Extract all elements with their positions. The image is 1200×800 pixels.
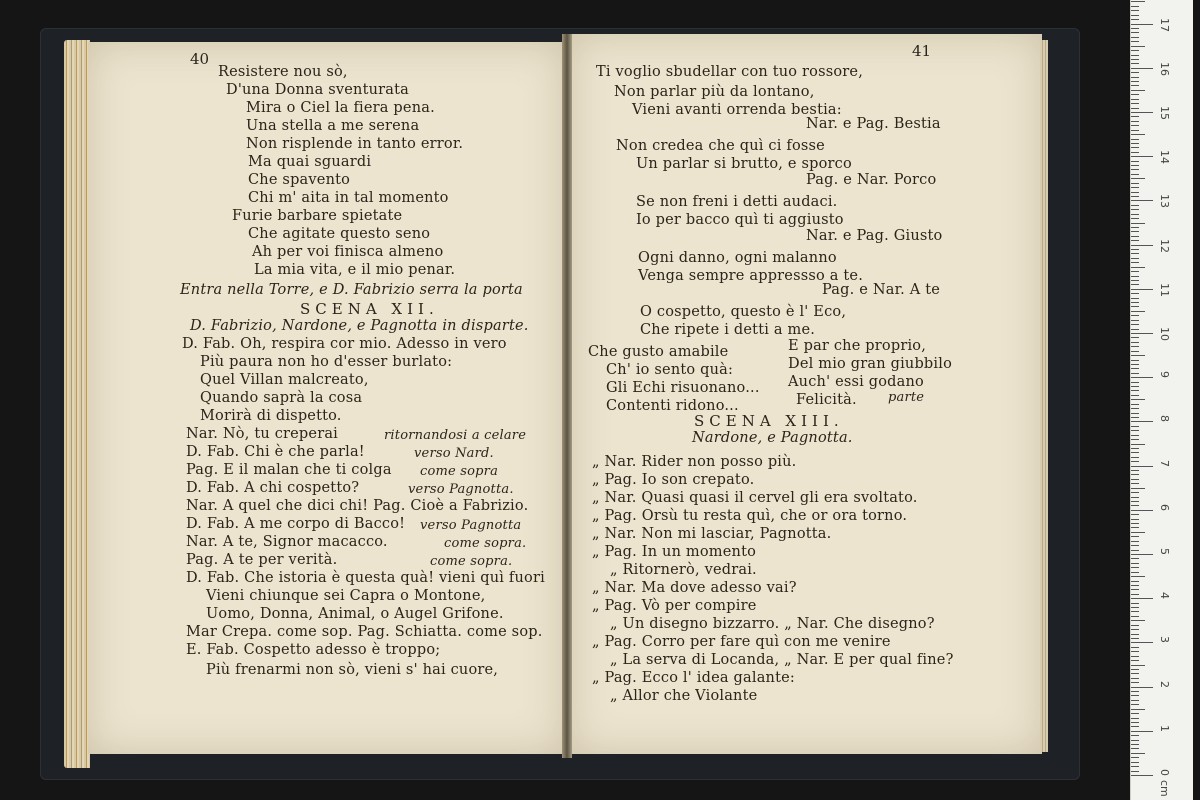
ruler-tick [1131, 611, 1139, 612]
ruler-tick [1131, 744, 1139, 745]
ruler-tick [1131, 240, 1139, 241]
left-page-number: 40 [190, 50, 210, 68]
ruler-tick [1131, 390, 1139, 391]
ruler-tick [1131, 103, 1139, 104]
ruler-tick [1131, 647, 1139, 648]
right-page-text-line: Felicità. [796, 392, 857, 408]
ruler-tick [1131, 594, 1139, 595]
right-page-text-line: Contenti ridono... [606, 398, 739, 414]
right-page-text-line: „ Pag. Orsù tu resta quì, che or ora torno. [592, 508, 908, 524]
ruler-tick [1131, 77, 1139, 78]
ruler-tick [1131, 413, 1139, 414]
ruler-tick [1131, 214, 1139, 215]
ruler-tick [1131, 245, 1153, 246]
ruler-tick [1131, 24, 1153, 25]
ruler-tick [1131, 762, 1139, 763]
right-page-text-line: Nar. e Pag. Bestia [806, 116, 941, 132]
ruler-tick [1131, 382, 1139, 383]
left-page-text-line: come sopra. [430, 554, 513, 569]
ruler-tick [1131, 545, 1139, 546]
ruler-label: 10 [1158, 327, 1171, 341]
ruler-tick [1131, 94, 1139, 95]
ruler-tick [1131, 651, 1139, 652]
ruler-tick [1131, 10, 1139, 11]
ruler-tick [1131, 298, 1139, 299]
ruler-tick [1131, 505, 1139, 506]
ruler-tick [1131, 576, 1145, 577]
right-page-text-line: SCENA XIII. [694, 412, 844, 430]
ruler-tick [1131, 470, 1139, 471]
ruler-tick [1131, 342, 1139, 343]
ruler-tick [1131, 753, 1145, 754]
ruler-tick [1131, 399, 1145, 400]
ruler-tick [1131, 223, 1145, 224]
left-page-text-line: verso Pagnotta. [408, 482, 514, 497]
ruler-tick [1131, 32, 1139, 33]
ruler-tick [1131, 50, 1139, 51]
ruler-tick [1131, 687, 1153, 688]
ruler-tick [1131, 284, 1139, 285]
ruler-tick [1131, 108, 1139, 109]
ruler-tick [1131, 346, 1139, 347]
ruler-tick [1131, 695, 1139, 696]
ruler-tick [1131, 634, 1139, 635]
left-page-text-line: D. Fab. Chi è che parla! [186, 444, 365, 460]
left-page-text-line: Resistere nou sò, [218, 64, 348, 80]
left-page-text-line: Entra nella Torre, e D. Fabrizio serra la porta [180, 282, 523, 298]
ruler-tick [1131, 351, 1139, 352]
right-page-text-line: E par che proprio, [788, 338, 927, 354]
ruler-tick [1131, 99, 1139, 100]
left-page-text-line: SCENA XII. [300, 300, 439, 318]
ruler-tick [1131, 218, 1139, 219]
left-page-text-line: Che agitate questo seno [248, 226, 431, 242]
right-page-text-line: Che gusto amabile [588, 344, 729, 360]
ruler-tick [1131, 196, 1139, 197]
ruler-tick [1131, 63, 1139, 64]
right-page-text-line: „ Nar. Ma dove adesso vai? [592, 580, 797, 596]
ruler-tick [1131, 1, 1145, 2]
measuring-ruler [1130, 0, 1193, 800]
ruler-tick [1131, 474, 1139, 475]
right-page-text-line: Non parlar più da lontano, [614, 84, 815, 100]
left-page-text-line: D. Fab. A chi cospetto? [186, 480, 360, 496]
ruler-tick [1131, 523, 1139, 524]
ruler-tick [1131, 638, 1139, 639]
right-page-text-line: „ Pag. Vò per compire [592, 598, 757, 614]
ruler-tick [1131, 329, 1139, 330]
left-page-text-line: Quando saprà la cosa [200, 390, 363, 406]
left-page-text-line: Mira o Ciel la fiera pena. [246, 100, 435, 116]
ruler-tick [1131, 68, 1153, 69]
left-page-text-line: D'una Donna sventurata [226, 82, 409, 98]
ruler-label: 5 [1158, 548, 1171, 555]
ruler-tick [1131, 408, 1139, 409]
ruler-tick [1131, 452, 1139, 453]
ruler-tick [1131, 315, 1139, 316]
left-page-text-line: Mar Crepa. come sop. Pag. Schiatta. come sop. [186, 624, 543, 640]
left-page-text-line: La mia vita, e il mio penar. [254, 262, 456, 278]
ruler-tick [1131, 466, 1153, 467]
ruler-tick [1131, 541, 1139, 542]
ruler-tick [1131, 395, 1139, 396]
ruler-tick [1131, 134, 1145, 135]
left-page-text-line: Furie barbare spietate [232, 208, 403, 224]
ruler-tick [1131, 501, 1139, 502]
ruler-tick [1131, 439, 1139, 440]
left-page-text-line: ritornandosi a celare [384, 428, 527, 443]
right-page-text-line: „ La serva di Locanda, „ Nar. E per qual fine? [610, 652, 954, 668]
ruler-label: 11 [1158, 282, 1171, 297]
right-page-number: 41 [912, 42, 932, 60]
ruler-tick [1131, 267, 1145, 268]
ruler-tick [1131, 625, 1139, 626]
ruler-tick [1131, 585, 1139, 586]
ruler-tick [1131, 665, 1145, 666]
right-page-text-line: parte [888, 390, 925, 405]
ruler-tick [1131, 682, 1139, 683]
left-page-text-line: Non risplende in tanto error. [246, 136, 464, 152]
ruler-tick [1131, 55, 1139, 56]
ruler-label: 16 [1158, 61, 1171, 76]
ruler-tick [1131, 731, 1153, 732]
ruler-label: 2 [1158, 680, 1171, 688]
ruler-tick [1131, 368, 1139, 369]
ruler-label: 13 [1158, 194, 1171, 209]
ruler-tick [1131, 373, 1139, 374]
ruler-tick [1131, 41, 1139, 42]
ruler-tick [1131, 147, 1139, 148]
ruler-label: 17 [1158, 17, 1171, 32]
left-page-text-line: Vieni chiunque sei Capra o Montone, [206, 588, 486, 604]
left-page-text-line: Più paura non ho d'esser burlato: [200, 354, 453, 370]
right-page-text-line: Ogni danno, ogni malanno [638, 250, 837, 266]
right-page-text-line: Venga sempre appressso a te. [638, 268, 864, 284]
ruler-tick [1131, 6, 1139, 7]
ruler-tick [1131, 178, 1145, 179]
ruler-tick [1131, 46, 1145, 47]
left-page-text-line: Uomo, Donna, Animal, o Augel Grifone. [206, 606, 504, 622]
ruler-tick [1131, 156, 1153, 157]
right-page-text-line: Io per bacco quì ti aggiusto [636, 212, 844, 228]
left-page-text-line: come sopra. [444, 536, 527, 551]
ruler-tick [1131, 143, 1139, 144]
ruler-tick [1131, 589, 1139, 590]
ruler-tick [1131, 461, 1139, 462]
ruler-tick [1131, 324, 1139, 325]
ruler-tick [1131, 200, 1153, 201]
ruler-tick [1131, 258, 1139, 259]
ruler-tick [1131, 642, 1153, 643]
ruler-tick [1131, 231, 1139, 232]
ruler-tick [1131, 607, 1139, 608]
ruler-label: 0 [1158, 769, 1171, 776]
left-page-text-line: Chi m' aita in tal momento [248, 190, 449, 206]
ruler-tick [1131, 483, 1139, 484]
ruler-tick [1131, 766, 1139, 767]
ruler-label: 14 [1158, 150, 1171, 165]
ruler-tick [1131, 130, 1139, 131]
ruler-tick [1131, 514, 1139, 515]
ruler-tick [1131, 271, 1139, 272]
ruler-tick [1131, 90, 1145, 91]
left-page-text-line: Ma quai sguardi [248, 154, 372, 170]
book-gutter [562, 34, 572, 758]
ruler-label: 1 [1158, 724, 1171, 732]
ruler-tick [1131, 364, 1139, 365]
ruler-tick [1131, 563, 1139, 564]
left-page-text-line: D. Fab. Oh, respira cor mio. Adesso in vero [182, 336, 507, 352]
ruler-tick [1131, 377, 1153, 378]
ruler-tick [1131, 262, 1139, 263]
ruler-tick [1131, 558, 1139, 559]
ruler-tick [1131, 19, 1139, 20]
left-page-text-line: Ah per voi finisca almeno [252, 244, 444, 260]
ruler-label: 3 [1158, 636, 1171, 644]
ruler-tick [1131, 311, 1145, 312]
ruler-tick [1131, 488, 1145, 489]
left-page-text-line: D. Fabrizio, Nardone, e Pagnotta in disparte. [190, 318, 529, 334]
ruler-tick [1131, 169, 1139, 170]
ruler-tick [1131, 581, 1139, 582]
ruler-tick [1131, 37, 1139, 38]
right-page-text-line: „ Pag. In un momento [592, 544, 757, 560]
right-page-text-line: „ Nar. Quasi quasi il cervel gli era svoltato. [592, 490, 918, 506]
ruler-tick [1131, 678, 1139, 679]
ruler-tick [1131, 192, 1139, 193]
ruler-tick [1131, 306, 1139, 307]
ruler-tick [1131, 183, 1139, 184]
ruler-tick [1131, 691, 1139, 692]
ruler-label: 12 [1158, 238, 1171, 253]
ruler-tick [1131, 337, 1139, 338]
right-page-text-line: Nar. e Pag. Giusto [806, 228, 943, 244]
left-page-text-line: come sopra [420, 464, 499, 479]
ruler-label: 7 [1158, 459, 1171, 467]
ruler-tick [1131, 417, 1139, 418]
right-page-text-line: Auch' essi godano [788, 374, 924, 390]
right-page-text-line: Non credea che quì ci fosse [616, 138, 825, 154]
ruler-tick [1131, 718, 1139, 719]
ruler-tick [1131, 209, 1139, 210]
ruler-tick [1131, 152, 1139, 153]
ruler-tick [1131, 81, 1139, 82]
left-page-text-line: Pag. E il malan che ti colga [186, 462, 392, 478]
ruler-tick [1131, 700, 1139, 701]
left-page-text-line: Una stella a me serena [246, 118, 420, 134]
ruler-tick [1131, 280, 1139, 281]
ruler-tick [1131, 72, 1139, 73]
left-page-text-line: verso Pagnotta [420, 518, 522, 533]
ruler-tick [1131, 748, 1139, 749]
ruler-tick [1131, 554, 1153, 555]
ruler-tick [1131, 519, 1139, 520]
ruler-tick [1131, 59, 1139, 60]
left-page-text-line: Nar. A quel che dici chi! Pag. Cioè a Fabrizio. [186, 498, 529, 514]
right-page-text-line: Che ripete i detti a me. [640, 322, 816, 338]
ruler-unit: cm [1158, 780, 1171, 797]
left-page-text-line: Pag. A te per verità. [186, 552, 338, 568]
right-page-text-line: Se non freni i detti audaci. [636, 194, 838, 210]
left-page-text-line: Più frenarmi non sò, vieni s' hai cuore, [206, 662, 499, 678]
ruler-tick [1131, 713, 1139, 714]
ruler-tick [1131, 165, 1139, 166]
ruler-tick [1131, 205, 1139, 206]
right-page-text-line: Nardone, e Pagnotta. [692, 430, 853, 446]
ruler-tick [1131, 236, 1139, 237]
right-page-text-line: „ Pag. Corro per fare quì con me venire [592, 634, 891, 650]
ruler-tick [1131, 421, 1153, 422]
ruler-tick [1131, 444, 1145, 445]
ruler-label: 9 [1158, 371, 1171, 379]
right-page-text-line: Del mio gran giubbilo [788, 356, 953, 372]
left-page-text-line: E. Fab. Cospetto adesso è troppo; [186, 642, 441, 658]
ruler-tick [1131, 457, 1139, 458]
ruler-tick [1131, 709, 1145, 710]
ruler-tick [1131, 249, 1139, 250]
ruler-tick [1131, 430, 1139, 431]
ruler-tick [1131, 139, 1139, 140]
ruler-tick [1131, 492, 1139, 493]
ruler-tick [1131, 629, 1139, 630]
ruler-tick [1131, 435, 1139, 436]
ruler-tick [1131, 227, 1139, 228]
right-page-text-line: „ Pag. Io son crepato. [592, 472, 755, 488]
ruler-tick [1131, 404, 1139, 405]
ruler-tick [1131, 293, 1139, 294]
right-page-text-line: Ti voglio sbudellar con tuo rossore, [596, 64, 864, 80]
ruler-tick [1131, 620, 1145, 621]
ruler-tick [1131, 656, 1139, 657]
left-page-text-line: Morirà di dispetto. [200, 408, 342, 424]
ruler-tick [1131, 276, 1139, 277]
ruler-tick [1131, 302, 1139, 303]
ruler-tick [1131, 740, 1139, 741]
right-page-text-line: Gli Echi risuonano... [606, 380, 760, 396]
right-page-text-line: Vieni avanti orrenda bestia: [632, 102, 842, 118]
ruler-tick [1131, 722, 1139, 723]
ruler-tick [1131, 572, 1139, 573]
ruler-tick [1131, 448, 1139, 449]
ruler-label: 15 [1158, 106, 1171, 120]
ruler-tick [1131, 28, 1139, 29]
ruler-tick [1131, 116, 1139, 117]
ruler-tick [1131, 660, 1139, 661]
ruler-label: 6 [1158, 503, 1171, 511]
ruler-tick [1131, 603, 1139, 604]
ruler-tick [1131, 598, 1153, 599]
right-page-text-line: „ Allor che Violante [610, 688, 758, 704]
right-page-text-line: Ch' io sento quà: [606, 362, 734, 378]
right-page-text-line: „ Un disegno bizzarro. „ Nar. Che disegno? [610, 616, 935, 632]
ruler-tick [1131, 121, 1139, 122]
ruler-label: 4 [1158, 592, 1171, 600]
ruler-tick [1131, 253, 1139, 254]
ruler-tick [1131, 673, 1139, 674]
ruler-tick [1131, 174, 1139, 175]
left-page-text-line: Nar. Nò, tu creperai [186, 426, 339, 442]
ruler-tick [1131, 616, 1139, 617]
ruler-tick [1131, 125, 1139, 126]
left-page-text-line: D. Fab. Che istoria è questa quà! vieni quì fuori [186, 570, 545, 586]
ruler-tick [1131, 567, 1139, 568]
ruler-tick [1131, 550, 1139, 551]
ruler-tick [1131, 735, 1139, 736]
ruler-tick [1131, 669, 1139, 670]
ruler-tick [1131, 161, 1139, 162]
ruler-tick [1131, 497, 1139, 498]
ruler-tick [1131, 187, 1139, 188]
right-page-text-line: „ Pag. Ecco l' idea galante: [592, 670, 795, 686]
left-page-text-line: Quel Villan malcreato, [200, 372, 369, 388]
right-page-text-line: „ Nar. Non mi lasciar, Pagnotta. [592, 526, 832, 542]
ruler-tick [1131, 333, 1153, 334]
ruler-tick [1131, 355, 1145, 356]
ruler-tick [1131, 532, 1145, 533]
ruler-tick [1131, 510, 1153, 511]
left-page-text-line: Che spavento [248, 172, 351, 188]
ruler-tick [1131, 704, 1139, 705]
ruler-tick [1131, 527, 1139, 528]
right-page-text-line: „ Ritornerò, vedrai. [610, 562, 757, 578]
ruler-tick [1131, 757, 1139, 758]
ruler-tick [1131, 386, 1139, 387]
left-page-text-line: Nar. A te, Signor macacco. [186, 534, 388, 550]
left-page-text-line: verso Nard. [414, 446, 494, 461]
right-page-text-line: Pag. e Nar. A te [822, 282, 941, 298]
ruler-tick [1131, 479, 1139, 480]
ruler-tick [1131, 85, 1139, 86]
ruler-tick [1131, 536, 1139, 537]
right-page-text-line: „ Nar. Rider non posso più. [592, 454, 797, 470]
page-edges-right [1040, 40, 1048, 752]
ruler-tick [1131, 360, 1139, 361]
right-page-text-line: Pag. e Nar. Porco [806, 172, 937, 188]
ruler-tick [1131, 771, 1139, 772]
page-edges-left [64, 40, 90, 768]
ruler-tick [1131, 775, 1153, 776]
ruler-tick [1131, 726, 1139, 727]
right-page-text-line: O cospetto, questo è l' Eco, [640, 304, 847, 320]
right-page-text-line: Un parlar si brutto, e sporco [636, 156, 852, 172]
ruler-tick [1131, 426, 1139, 427]
left-page-text-line: D. Fab. A me corpo di Bacco! [186, 516, 406, 532]
ruler-tick [1131, 15, 1139, 16]
ruler-tick [1131, 112, 1153, 113]
ruler-tick [1131, 289, 1153, 290]
ruler-tick [1131, 320, 1139, 321]
ruler-label: 8 [1158, 415, 1171, 423]
